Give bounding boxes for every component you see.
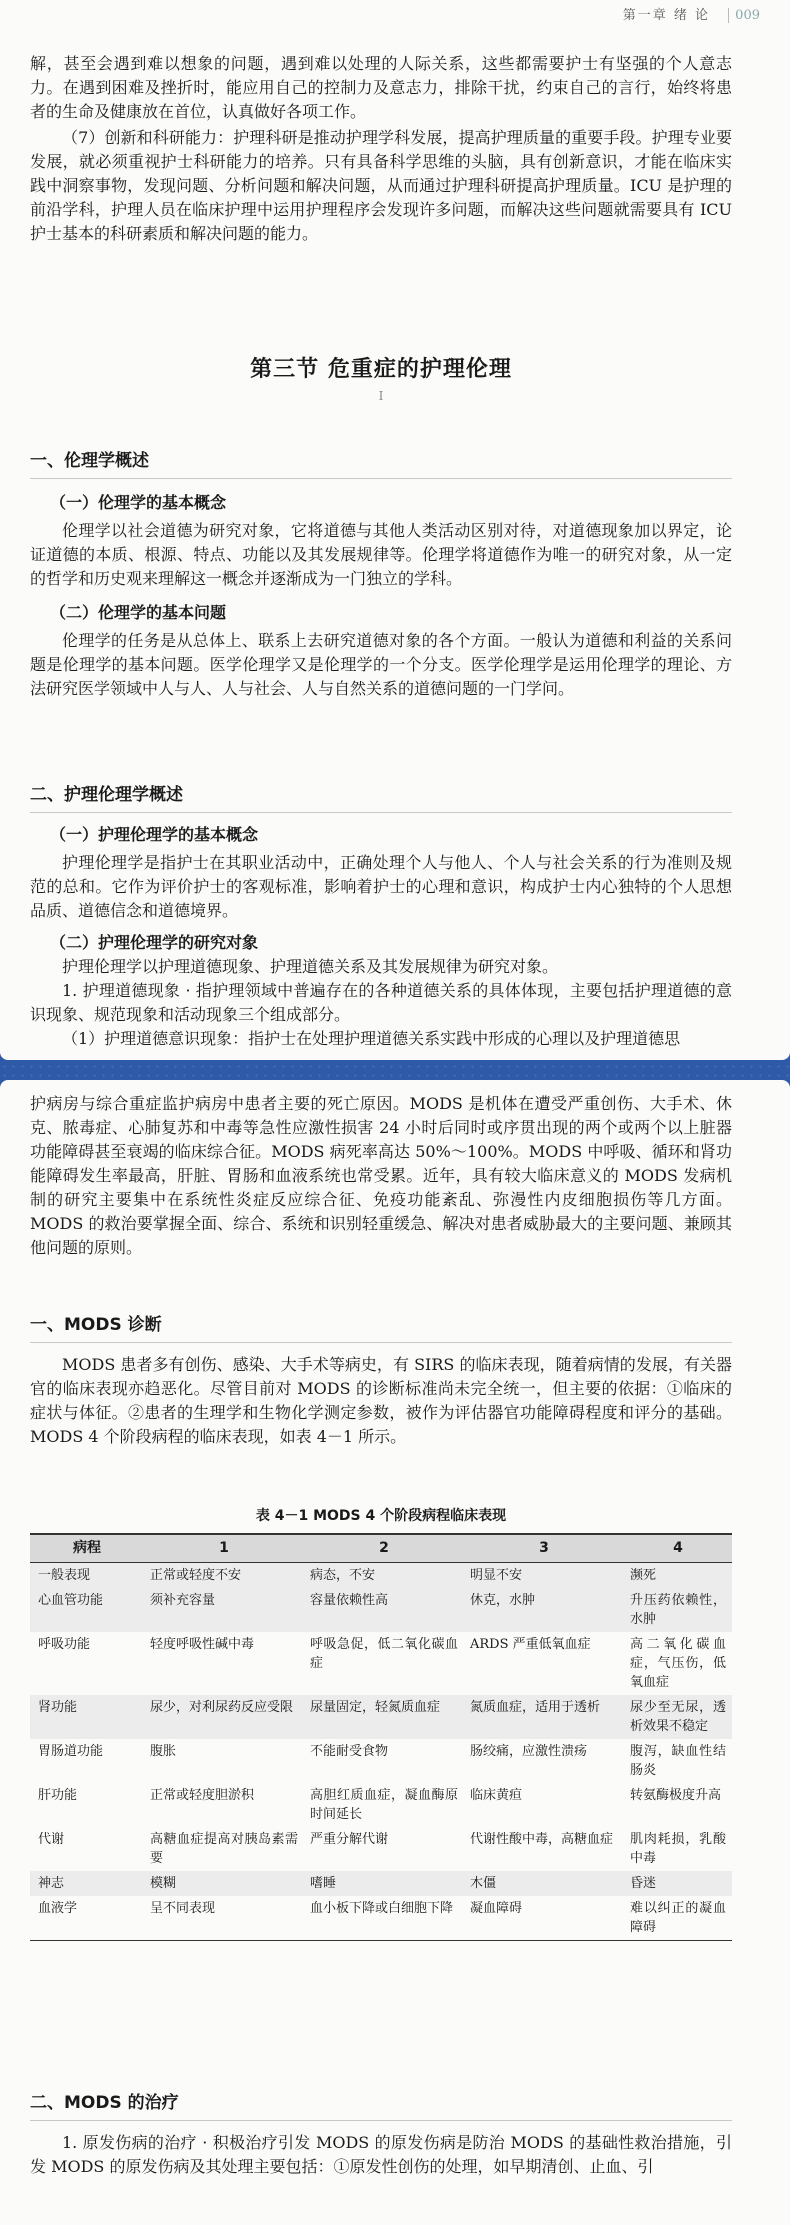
- row-label: 肝功能: [38, 1788, 78, 1803]
- row-label: 呼吸功能: [38, 1637, 91, 1652]
- paragraph-item-1-1: （1）护理道德意识现象：指护士在处理护理道德关系实践中形成的心理以及护理道德思: [62, 1029, 681, 1048]
- section-heading-block: [30, 352, 732, 403]
- table-cell: 腹胀: [150, 1744, 177, 1759]
- table-cell: 转氨酶极度升高: [630, 1788, 722, 1803]
- table-cell: 正常或轻度不安: [144, 1563, 304, 1589]
- paragraph-item-1: 1. 护理道德现象 · 指护理领域中普遍存在的各种道德关系的具体体现，主要包括护理道德的意识现象、规范现象和活动现象三个组成部分。: [30, 981, 732, 1024]
- table-header-row: [30, 1534, 732, 1563]
- text-cursor-icon: I: [378, 389, 384, 403]
- paragraph: 护理伦理学是指护士在其职业活动中，正确处理个人与他人、个人与社会关系的行为准则及规范的总和。它作为评价护士的客观标准，影响着护士的心理和意识，构成护士内心独特的个人思想品质、道德信念和道德境界。: [30, 853, 732, 920]
- table-cell: 呼吸急促，低二氧化碳血症: [310, 1637, 458, 1671]
- heading-nursing-ethics: 二、护理伦理学概述: [30, 785, 183, 805]
- subheading-basic-concept: （一）伦理学的基本概念: [50, 493, 227, 512]
- table-cell: 尿少，对利尿药反应受限: [144, 1695, 304, 1739]
- column-header: 4: [624, 1534, 732, 1563]
- table-cell: 氮质血症，适用于透析: [464, 1695, 624, 1739]
- table-cell: 高二氧化碳血症，气压伤，低氧血症: [630, 1637, 726, 1690]
- table-cell: 腹泻，缺血性结肠炎: [630, 1744, 726, 1778]
- paragraph: 护理伦理学以护理道德现象、护理道德关系及其发展规律为研究对象。: [62, 957, 559, 976]
- row-label: 肾功能: [30, 1695, 144, 1739]
- ethics-overview: [30, 448, 732, 701]
- heading-underline: [30, 812, 732, 813]
- table-row: [30, 1871, 732, 1896]
- table-row: [30, 1632, 732, 1695]
- table-cell: 嗜睡: [304, 1871, 464, 1896]
- paragraph: 伦理学以社会道德为研究对象，它将道德与其他人类活动区别对待，对道德现象加以界定，论证道德的本质、根源、特点、功能以及其发展规律等。伦理学将道德作为唯一的研究对象，从一定的哲学和历史观来理解这一概念并逐渐成为一门独立的学科。: [30, 521, 732, 588]
- row-label: 心血管功能: [30, 1588, 144, 1632]
- chapter-label: 第一章 绪 论: [622, 8, 711, 23]
- page1-top-text: [30, 52, 732, 246]
- table-cell: 木僵: [464, 1871, 624, 1896]
- book-page-top: [0, 0, 790, 1060]
- table-cell: 严重分解代谢: [310, 1832, 389, 1847]
- row-label: 血液学: [38, 1901, 78, 1916]
- table-row: [30, 1739, 732, 1783]
- paragraph: 解，甚至会遇到难以想象的问题，遇到难以处理的人际关系，这些都需要护士有坚强的个人意志力。在遇到困难及挫折时，能应用自己的控制力及意志力，排除干扰，约束自己的言行，始终将患者的生命及健康放在首位，认真做好各项工作。: [30, 54, 732, 121]
- paragraph-item-7: （7）创新和科研能力：护理科研是推动护理学科发展，提高护理质量的重要手段。护理专业要发展，就必须重视护士科研能力的培养。只有具备科学思维的头脑，具有创新意识，才能在临床实践中洞察事物，发现问题、分析问题和解决问题，从而通过护理科研提高护理质量。ICU 是护理的前沿学科，护理人员在临床护理中运用护理程序会发现许多问题，而解决这些问题就需要具有 ICU 护士基本的科研素质和解决问题的能力。: [30, 128, 732, 243]
- table-cell: ARDS 严重低氧血症: [470, 1637, 591, 1652]
- heading-mods-treatment: 二、MODS 的治疗: [30, 2093, 179, 2113]
- table-cell: 代谢性酸中毒，高糖血症: [470, 1832, 614, 1847]
- heading-underline: [30, 1342, 732, 1343]
- table-cell: 不能耐受食物: [310, 1744, 389, 1759]
- table-cell: 肌肉耗损，乳酸中毒: [630, 1832, 726, 1866]
- table-row: [30, 1563, 732, 1589]
- mods-table-block: [30, 1505, 732, 1941]
- table-cell: 模糊: [144, 1871, 304, 1896]
- mods-diagnosis: [30, 1312, 732, 1449]
- table-cell: 昏迷: [624, 1871, 732, 1896]
- mods-stage-table: [30, 1533, 732, 1941]
- table-row: [30, 1896, 732, 1941]
- table-cell: 难以纠正的凝血障碍: [630, 1901, 726, 1935]
- table-cell: 肠绞痛，应激性溃疡: [470, 1744, 588, 1759]
- table-row: [30, 1827, 732, 1871]
- paragraph: 伦理学的任务是从总体上、联系上去研究道德对象的各个方面。一般认为道德和利益的关系问题是伦理学的基本问题。医学伦理学又是伦理学的一个分支。医学伦理学是运用伦理学的理论、方法研究医学领域中人与人、人与社会、人与自然关系的道德问题的一门学问。: [30, 631, 732, 698]
- table-cell: 休克，水肿: [464, 1588, 624, 1632]
- paragraph: 护病房与综合重症监护病房中患者主要的死亡原因。MODS 是机体在遭受严重创伤、大手术、休克、脓毒症、心肺复苏和中毒等急性应激性损害 24 小时后同时或序贯出现的两个或两个以上脏器功能障碍甚至衰竭的临床综合征。MODS 病死率高达 50%～100%。MODS 中呼吸、循环和肾功能障碍发生率最高，肝脏、胃肠和血液系统也常受累。近年，具有较大临床意义的 MODS 发病机制的研究主要集中在系统性炎症反应综合征、免疫功能紊乱、弥漫性内皮细胞损伤等几方面。MODS 的救治要掌握全面、综合、系统和识别轻重缓急、解决对患者威胁最大的主要问题、兼顾其他问题的原则。: [30, 1094, 732, 1257]
- table-cell: 病态，不安: [304, 1563, 464, 1589]
- table-row: [30, 1783, 732, 1827]
- table-cell: 轻度呼吸性碱中毒: [150, 1637, 255, 1652]
- row-label: 代谢: [38, 1832, 65, 1847]
- table-row: [30, 1588, 732, 1632]
- table-cell: 明显不安: [464, 1563, 624, 1589]
- table-cell: 高糖血症提高对胰岛素需要: [150, 1832, 298, 1866]
- running-header: [623, 4, 760, 23]
- column-header: 1: [144, 1534, 304, 1563]
- heading-ethics-overview: 一、伦理学概述: [30, 451, 149, 471]
- column-header: 2: [304, 1534, 464, 1563]
- column-header: 3: [464, 1534, 624, 1563]
- heading-mods-diagnosis: 一、MODS 诊断: [30, 1315, 162, 1335]
- book-page-bottom: [0, 1080, 790, 2225]
- subheading-nursing-concept: （一）护理伦理学的基本概念: [50, 825, 259, 844]
- table-cell: 血小板下降或白细胞下降: [310, 1901, 454, 1916]
- row-label: 胃肠道功能: [38, 1744, 104, 1759]
- section-title: 第三节 危重症的护理伦理: [250, 357, 512, 382]
- nursing-ethics-overview: [30, 782, 732, 1051]
- table-cell: 临床黄疸: [470, 1788, 523, 1803]
- mods-intro: [30, 1092, 732, 1260]
- column-header: 病程: [30, 1534, 144, 1563]
- table-cell: 凝血障碍: [470, 1901, 523, 1916]
- table-cell: 升压药依赖性，水肿: [624, 1588, 732, 1632]
- page-number: 009: [728, 8, 760, 23]
- table-row: [30, 1695, 732, 1739]
- table-cell: 须补充容量: [144, 1588, 304, 1632]
- row-label: 神志: [30, 1871, 144, 1896]
- table-title: 表 4－1 MODS 4 个阶段病程临床表现: [255, 1508, 507, 1524]
- table-cell: 濒死: [624, 1563, 732, 1589]
- table-cell: 呈不同表现: [150, 1901, 216, 1916]
- paragraph: MODS 患者多有创伤、感染、大手术等病史，有 SIRS 的临床表现，随着病情的发展，有关器官的临床表现亦趋恶化。尽管目前对 MODS 的诊断标准尚未完全统一，但主要的依据：①临床的症状与体征。②患者的生理学和生物化学测定参数，被作为评估器官功能障碍程度和评分的基础。MODS 4 个阶段病程的临床表现，如表 4－1 所示。: [30, 1355, 732, 1446]
- subheading-nursing-object: （二）护理伦理学的研究对象: [50, 933, 259, 952]
- mods-treatment: [30, 2090, 732, 2179]
- subheading-basic-problem: （二）伦理学的基本问题: [50, 603, 227, 622]
- heading-underline: [30, 2120, 732, 2121]
- table-cell: 高胆红质血症，凝血酶原时间延长: [310, 1788, 458, 1822]
- row-label: 一般表现: [30, 1563, 144, 1589]
- heading-underline: [30, 478, 732, 479]
- paragraph: 1. 原发伤病的治疗 · 积极治疗引发 MODS 的原发伤病是防治 MODS 的基础性救治措施，引发 MODS 的原发伤病及其处理主要包括：①原发性创伤的处理，如早期清创、止血、引: [30, 2133, 732, 2176]
- table-cell: 尿少至无尿，透析效果不稳定: [624, 1695, 732, 1739]
- table-cell: 尿量固定，轻氮质血症: [304, 1695, 464, 1739]
- table-cell: 容量依赖性高: [304, 1588, 464, 1632]
- table-cell: 正常或轻度胆淤积: [150, 1788, 255, 1803]
